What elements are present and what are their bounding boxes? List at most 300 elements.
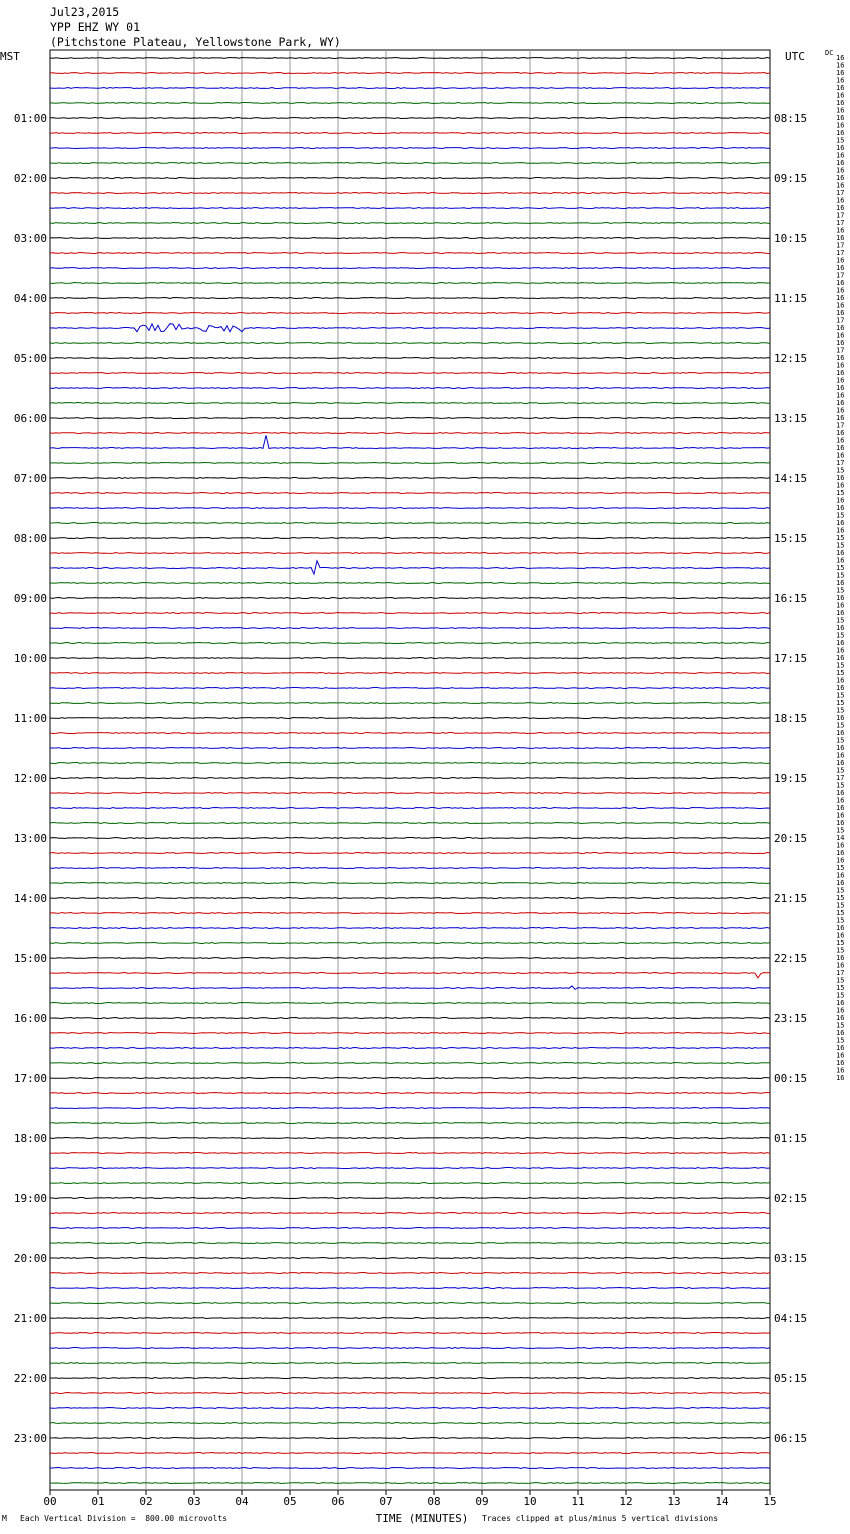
seismic-trace-line (50, 358, 770, 359)
seismic-trace-line (50, 343, 770, 344)
x-tick-label: 08 (427, 1495, 441, 1508)
dc-offset-label: 17 (836, 241, 845, 250)
seismic-trace-line (50, 298, 770, 299)
dc-offset-label: 16 (836, 121, 845, 130)
dc-offset-label: 15 (836, 631, 845, 640)
dc-offset-label: 16 (836, 849, 845, 857)
seismic-trace-line (50, 748, 770, 749)
seismic-trace-line (50, 688, 770, 689)
dc-offset-label: 16 (836, 819, 845, 827)
seismic-trace-line (50, 1093, 770, 1094)
seismic-trace-line (50, 1003, 770, 1004)
chart-date: Jul23,2015 (50, 5, 120, 19)
dc-offset-label: 15 (836, 586, 845, 595)
dc-offset-label: 16 (836, 744, 845, 752)
right-hour-label: 08:15 (774, 112, 808, 125)
seismic-trace-line (50, 673, 770, 674)
x-tick-label: 04 (235, 1495, 249, 1508)
dc-offset-label: 16 (836, 106, 845, 115)
right-hour-label: 10:15 (774, 232, 808, 245)
dc-offset-label: 16 (836, 406, 845, 415)
seismic-trace-line (50, 1333, 770, 1334)
seismic-trace-line (50, 763, 770, 764)
dc-offset-label: 16 (836, 76, 845, 85)
dc-offset-label: 16 (836, 646, 845, 655)
seismic-trace-line (50, 986, 770, 990)
seismic-trace-line (50, 628, 770, 629)
x-tick-label: 00 (43, 1495, 57, 1508)
dc-offset-label: 16 (836, 294, 845, 302)
seismic-trace-line (50, 58, 770, 59)
dc-offset-label: 16 (836, 99, 845, 107)
dc-offset-label: 16 (836, 654, 845, 662)
dc-offset-label: 16 (836, 1066, 845, 1075)
dc-offset-label: 16 (836, 1059, 845, 1067)
right-hour-label: 17:15 (774, 652, 808, 665)
left-hour-label: 04:00 (13, 292, 47, 305)
seismic-trace-line (50, 778, 770, 779)
seismic-trace-line (50, 1363, 770, 1364)
dc-offset-label: 17 (836, 774, 845, 782)
dc-offset-label: 16 (836, 1014, 845, 1022)
seismic-trace-line (50, 313, 770, 314)
seismic-trace-line (50, 1408, 770, 1409)
dc-offset-label: 15 (836, 699, 845, 707)
right-hour-label: 21:15 (774, 892, 808, 905)
dc-offset-label: 15 (836, 534, 845, 542)
dc-offset-label: 16 (836, 594, 845, 602)
dc-offset-label: 16 (836, 91, 845, 100)
seismic-trace-line (50, 493, 770, 494)
seismic-trace-line (50, 1258, 770, 1259)
seismic-trace-line (50, 1228, 770, 1229)
dc-offset-label: 17 (836, 249, 845, 257)
dc-offset-label: 15 (836, 946, 845, 955)
plot-frame (50, 50, 770, 1490)
seismic-trace-line (50, 853, 770, 854)
seismic-trace-line (50, 733, 770, 734)
right-hour-label: 02:15 (774, 1192, 808, 1205)
dc-offset-label: 16 (836, 376, 845, 385)
seismic-trace-line (50, 823, 770, 824)
left-hour-label: 06:00 (13, 412, 47, 425)
dc-offset-label: 15 (836, 616, 845, 625)
dc-offset-label: 16 (836, 624, 845, 632)
clip-note: Traces clipped at plus/minus 5 vertical divisions (482, 1514, 719, 1523)
x-tick-label: 09 (475, 1495, 489, 1508)
seismic-trace-line (50, 268, 770, 269)
left-hour-label: 03:00 (13, 232, 47, 245)
dc-offset-label: 15 (836, 886, 845, 895)
seismic-trace-line (50, 1483, 770, 1484)
seismic-trace-line (50, 1123, 770, 1124)
dc-offset-label: 15 (836, 984, 845, 992)
left-hour-label: 08:00 (13, 532, 47, 545)
dc-offset-label: 16 (836, 879, 845, 887)
dc-offset-label: 16 (836, 144, 845, 152)
dc-offset-label: 16 (836, 924, 845, 932)
seismic-trace-line (50, 838, 770, 839)
seismic-trace-line (50, 883, 770, 884)
dc-offset-label: 16 (836, 519, 845, 527)
seismic-trace-line (50, 898, 770, 899)
left-hour-label: 22:00 (13, 1372, 47, 1385)
seismic-trace-line (50, 324, 770, 332)
chart-location: (Pitchstone Plateau, Yellowstone Park, WY) (50, 35, 341, 49)
dc-offset-label: 16 (836, 579, 845, 587)
dc-offset-label: 15 (836, 781, 845, 790)
left-hour-label: 09:00 (13, 592, 47, 605)
dc-offset-label: 16 (836, 556, 845, 565)
dc-offset-label: 16 (836, 841, 845, 850)
dc-offset-label: 15 (836, 1021, 845, 1030)
seismic-trace-line (50, 808, 770, 809)
seismic-trace-line (50, 958, 770, 959)
dc-offset-label: 16 (836, 429, 845, 437)
seismic-trace-line (50, 1318, 770, 1319)
left-hour-label: 21:00 (13, 1312, 47, 1325)
right-hour-label: 00:15 (774, 1072, 808, 1085)
dc-offset-label: 15 (836, 894, 845, 902)
dc-offset-label: 16 (836, 384, 845, 392)
right-hour-label: 09:15 (774, 172, 808, 185)
dc-offset-label: 16 (836, 196, 845, 205)
dc-offset-label: 16 (836, 729, 845, 737)
seismic-trace-line (50, 88, 770, 89)
dc-offset-label: 16 (836, 714, 845, 722)
footer-mark: M (2, 1514, 7, 1523)
dc-offset-label: 16 (836, 684, 845, 692)
dc-offset-label: 16 (836, 279, 845, 287)
seismic-trace-line (50, 1063, 770, 1064)
seismic-trace-line (50, 418, 770, 419)
dc-offset-label: 15 (836, 991, 845, 1000)
dc-offset-label: 16 (836, 234, 845, 242)
dc-offset-label: 16 (836, 226, 845, 235)
seismic-trace-line (50, 643, 770, 644)
dc-offset-label: 16 (836, 474, 845, 482)
dc-offset-label: 17 (836, 969, 845, 977)
x-tick-label: 05 (283, 1495, 297, 1508)
x-axis-label: TIME (MINUTES) (375, 1512, 469, 1525)
dc-offset-label: 16 (836, 444, 845, 452)
x-tick-label: 11 (571, 1495, 585, 1508)
seismic-trace-line (50, 1183, 770, 1184)
dc-offset-label: 16 (836, 526, 845, 535)
dc-offset-label: 16 (836, 331, 845, 340)
dc-offset-label: 16 (836, 954, 845, 962)
right-hour-label: 15:15 (774, 532, 808, 545)
seismic-trace-line (50, 1423, 770, 1424)
left-hour-label: 05:00 (13, 352, 47, 365)
dc-offset-label: 17 (836, 421, 845, 430)
seismic-trace-line (50, 148, 770, 149)
seismic-trace-line (50, 73, 770, 74)
seismic-trace-line (50, 403, 770, 404)
seismic-trace-line (50, 868, 770, 869)
seismic-trace-line (50, 1168, 770, 1169)
x-tick-label: 12 (619, 1495, 633, 1508)
seismic-trace-line (50, 1303, 770, 1304)
dc-offset-label: 15 (836, 706, 845, 715)
dc-offset-label: 17 (836, 211, 845, 220)
dc-offset-label: 15 (836, 661, 845, 670)
left-hour-label: 23:00 (13, 1432, 47, 1445)
seismic-trace-line (50, 1468, 770, 1469)
dc-offset-label: 16 (836, 1006, 845, 1015)
left-hour-label: 15:00 (13, 952, 47, 965)
dc-offset-label: 16 (836, 399, 845, 407)
dc-offset-label: 16 (836, 639, 845, 647)
right-hour-label: 06:15 (774, 1432, 808, 1445)
dc-offset-label: 16 (836, 549, 845, 557)
dc-offset-label: 15 (836, 511, 845, 520)
seismic-trace-line (50, 913, 770, 914)
left-hour-label: 13:00 (13, 832, 47, 845)
dc-offset-label: 16 (836, 1074, 845, 1082)
right-hour-label: 13:15 (774, 412, 808, 425)
dc-offset-label: 16 (836, 151, 845, 160)
seismic-trace-line (50, 793, 770, 794)
dc-offset-label: 17 (836, 346, 845, 355)
right-hour-label: 11:15 (774, 292, 808, 305)
x-tick-label: 03 (187, 1495, 201, 1508)
seismic-trace-line (50, 718, 770, 719)
seismic-trace-line (50, 253, 770, 254)
x-tick-label: 01 (91, 1495, 105, 1508)
dc-offset-label: 16 (836, 166, 845, 175)
seismic-trace-line (50, 163, 770, 164)
left-hour-label: 07:00 (13, 472, 47, 485)
dc-offset-label: 16 (836, 54, 845, 62)
seismic-trace-line (50, 1153, 770, 1154)
dc-offset-label: 16 (836, 69, 845, 77)
seismic-trace-line (50, 388, 770, 389)
dc-offset-label: 15 (836, 1036, 845, 1045)
seismic-trace-line (50, 208, 770, 209)
seismic-trace-line (50, 238, 770, 239)
seismic-trace-line (50, 1033, 770, 1034)
right-timezone-label: UTC (785, 50, 805, 63)
seismic-trace-line (50, 283, 770, 284)
dc-offset-label: 16 (836, 159, 845, 167)
dc-offset-label: 16 (836, 871, 845, 880)
dc-header-label: DC (825, 49, 834, 57)
left-hour-label: 17:00 (13, 1072, 47, 1085)
dc-offset-label: 16 (836, 931, 845, 940)
dc-offset-label: 16 (836, 114, 845, 122)
seismic-trace-line (50, 1078, 770, 1079)
seismic-trace-line (50, 178, 770, 179)
dc-offset-label: 16 (836, 601, 845, 610)
seismic-trace-line (50, 103, 770, 104)
seismic-trace-line (50, 1453, 770, 1454)
dc-offset-label: 16 (836, 309, 845, 317)
right-hour-label: 12:15 (774, 352, 808, 365)
seismic-trace-line (50, 223, 770, 224)
dc-offset-label: 16 (836, 811, 845, 820)
right-hour-label: 01:15 (774, 1132, 808, 1145)
seismic-trace-line (50, 373, 770, 374)
dc-offset-label: 15 (836, 136, 845, 145)
dc-offset-label: 16 (836, 181, 845, 190)
dc-offset-label: 16 (836, 339, 845, 347)
dc-offset-label: 17 (836, 316, 845, 325)
dc-offset-label: 17 (836, 459, 845, 467)
seismic-trace-line (50, 1048, 770, 1049)
seismic-trace-line (50, 508, 770, 509)
x-tick-label: 15 (763, 1495, 777, 1508)
dc-offset-label: 15 (836, 826, 845, 835)
seismic-trace-line (50, 1288, 770, 1289)
dc-offset-label: 16 (836, 451, 845, 460)
seismic-trace-line (50, 133, 770, 134)
dc-offset-label: 16 (836, 361, 845, 370)
seismic-trace-line (50, 1018, 770, 1019)
left-hour-label: 20:00 (13, 1252, 47, 1265)
left-hour-label: 16:00 (13, 1012, 47, 1025)
left-hour-label: 01:00 (13, 112, 47, 125)
dc-offset-label: 14 (836, 834, 845, 842)
seismic-trace-line (50, 1108, 770, 1109)
left-hour-label: 11:00 (13, 712, 47, 725)
x-tick-label: 13 (667, 1495, 681, 1508)
right-hour-label: 05:15 (774, 1372, 808, 1385)
seismic-trace-line (50, 703, 770, 704)
seismic-trace-line (50, 1393, 770, 1394)
left-hour-label: 18:00 (13, 1132, 47, 1145)
left-hour-label: 10:00 (13, 652, 47, 665)
dc-offset-label: 15 (836, 864, 845, 872)
seismic-trace-line (50, 1213, 770, 1214)
dc-offset-label: 16 (836, 256, 845, 265)
dc-offset-label: 16 (836, 369, 845, 377)
right-hour-label: 19:15 (774, 772, 808, 785)
dc-offset-label: 17 (836, 189, 845, 197)
dc-offset-label: 16 (836, 789, 845, 797)
x-tick-label: 14 (715, 1495, 729, 1508)
dc-offset-label: 17 (836, 219, 845, 227)
seismic-trace-line (50, 1378, 770, 1379)
dc-offset-label: 16 (836, 609, 845, 617)
dc-offset-label: 15 (836, 691, 845, 700)
dc-offset-label: 15 (836, 939, 845, 947)
x-tick-label: 07 (379, 1495, 393, 1508)
dc-offset-label: 16 (836, 61, 845, 70)
dc-offset-label: 15 (836, 909, 845, 917)
seismic-trace-line (50, 561, 770, 574)
dc-offset-label: 16 (836, 264, 845, 272)
dc-offset-label: 15 (836, 489, 845, 497)
seismic-trace-line (50, 478, 770, 479)
right-hour-label: 20:15 (774, 832, 808, 845)
right-hour-label: 23:15 (774, 1012, 808, 1025)
right-hour-label: 14:15 (774, 472, 808, 485)
chart-station: YPP EHZ WY 01 (50, 20, 141, 34)
dc-offset-label: 16 (836, 324, 845, 332)
left-hour-label: 14:00 (13, 892, 47, 905)
right-hour-label: 04:15 (774, 1312, 808, 1325)
right-hour-label: 16:15 (774, 592, 808, 605)
x-tick-label: 02 (139, 1495, 153, 1508)
seismic-trace-line (50, 598, 770, 599)
right-hour-label: 22:15 (774, 952, 808, 965)
seismic-trace-line (50, 523, 770, 524)
seismic-trace-line (50, 433, 770, 434)
dc-offset-label: 15 (836, 976, 845, 985)
dc-offset-label: 15 (836, 541, 845, 550)
dc-offset-label: 16 (836, 301, 845, 310)
seismic-trace-line (50, 553, 770, 554)
dc-offset-label: 16 (836, 286, 845, 295)
seismic-trace-line (50, 538, 770, 539)
dc-offset-label: 15 (836, 721, 845, 730)
left-hour-label: 19:00 (13, 1192, 47, 1205)
dc-offset-label: 16 (836, 204, 845, 212)
dc-offset-label: 16 (836, 504, 845, 512)
seismic-trace-line (50, 613, 770, 614)
dc-offset-label: 16 (836, 436, 845, 445)
x-tick-label: 10 (523, 1495, 537, 1508)
left-timezone-label: MST (0, 50, 20, 63)
dc-offset-label: 17 (836, 271, 845, 280)
dc-offset-label: 16 (836, 759, 845, 767)
seismic-trace-line (50, 928, 770, 929)
dc-offset-label: 16 (836, 414, 845, 422)
seismic-trace-line (50, 1138, 770, 1139)
seismic-trace-line (50, 118, 770, 119)
dc-offset-label: 15 (836, 564, 845, 572)
seismic-trace-line (50, 1243, 770, 1244)
dc-offset-label: 16 (836, 796, 845, 805)
left-hour-label: 02:00 (13, 172, 47, 185)
dc-offset-label: 16 (836, 481, 845, 490)
scale-note: Each Vertical Division = 800.00 microvolts (20, 1514, 228, 1523)
dc-offset-label: 15 (836, 766, 845, 775)
seismic-trace-line (50, 193, 770, 194)
seismic-trace-line (50, 1198, 770, 1199)
right-hour-label: 03:15 (774, 1252, 808, 1265)
dc-offset-label: 15 (836, 571, 845, 580)
dc-offset-label: 15 (836, 736, 845, 745)
seismic-trace-line (50, 943, 770, 944)
seismic-trace-line (50, 1438, 770, 1439)
x-tick-label: 06 (331, 1495, 345, 1508)
dc-offset-label: 16 (836, 804, 845, 812)
dc-offset-label: 16 (836, 1051, 845, 1060)
seismic-trace-line (50, 435, 770, 448)
dc-offset-label: 16 (836, 496, 845, 505)
seismic-trace-line (50, 658, 770, 659)
dc-offset-label: 16 (836, 999, 845, 1007)
seismic-trace-line (50, 463, 770, 464)
right-hour-label: 18:15 (774, 712, 808, 725)
seismic-trace-line (50, 583, 770, 584)
dc-offset-label: 16 (836, 961, 845, 970)
seismic-trace-line (50, 1273, 770, 1274)
dc-offset-label: 15 (836, 466, 845, 475)
dc-offset-label: 16 (836, 129, 845, 137)
dc-offset-label: 16 (836, 856, 845, 865)
dc-offset-label: 16 (836, 676, 845, 685)
left-hour-label: 12:00 (13, 772, 47, 785)
dc-offset-label: 16 (836, 391, 845, 400)
seismic-trace-line (50, 973, 770, 978)
dc-offset-label: 16 (836, 751, 845, 760)
dc-offset-label: 16 (836, 354, 845, 362)
dc-offset-label: 16 (836, 1029, 845, 1037)
dc-offset-label: 15 (836, 669, 845, 677)
